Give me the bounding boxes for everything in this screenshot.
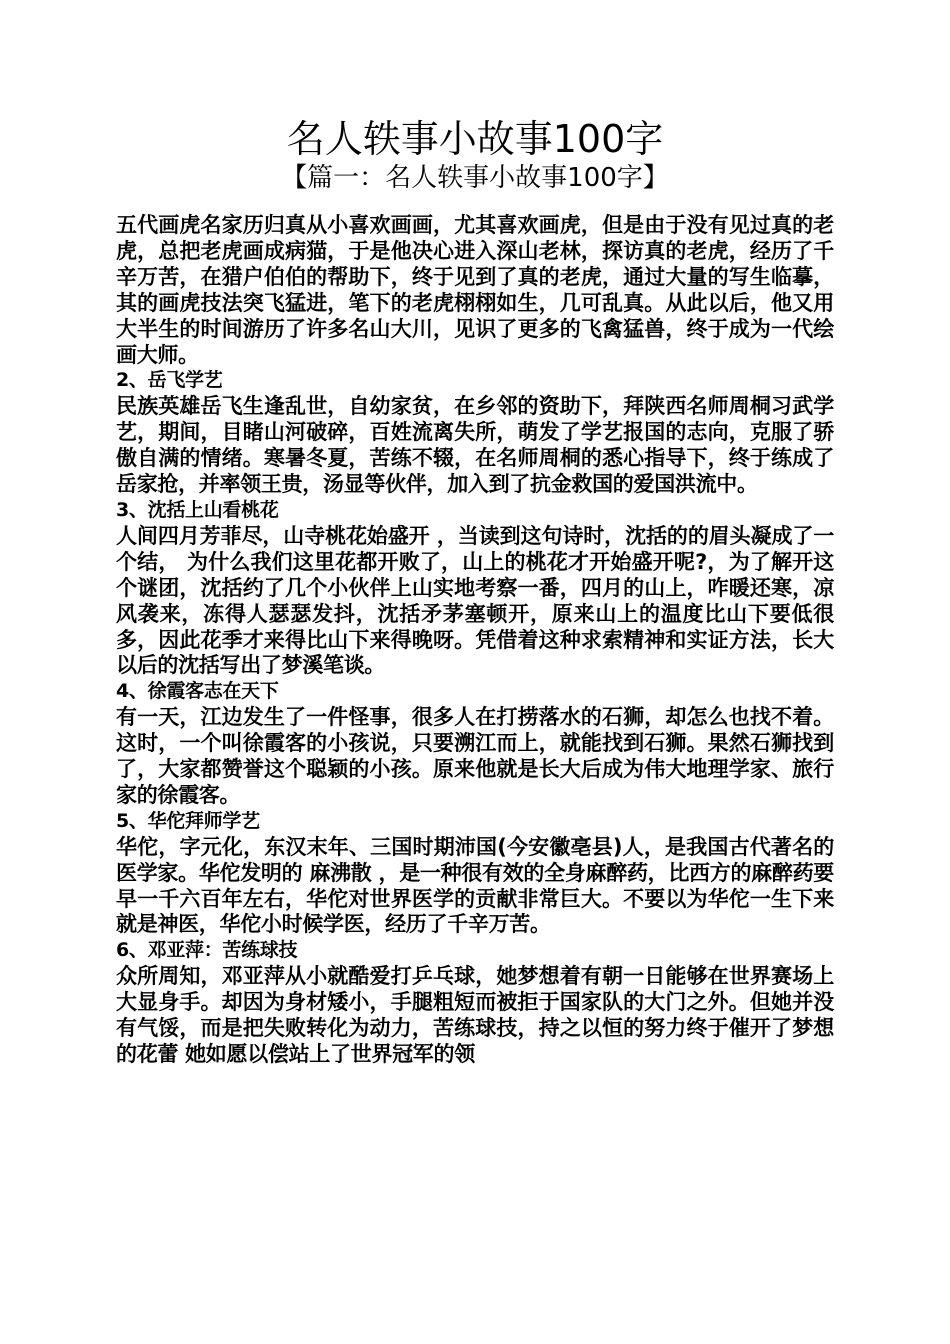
section-body: 人间四月芳菲尽，山寺桃花始盛开 ，当读到这句诗时，沈括的的眉头凝成了一个结， 为什么我们这里花都开败了，山上的桃花才开始盛开呢?，为了解开这个谜团，沈括约了几个小伙伴上山实地考察一番，四月的山上，咋暖还寒，凉风袭来，冻得人瑟瑟发抖，沈括矛茅塞顿开，原来山上的温度比山下要低很多，因此花季才来得比山下来得晚呀。凭借着这种求索精神和实证方法，长大以后的沈括写出了梦溪笔谈。 (116, 523, 834, 678)
section-heading: 5、华佗拜师学艺 (116, 809, 260, 832)
document-subtitle: 【篇一：名人轶事小故事100字】 (281, 163, 669, 193)
section-heading: 3、沈括上山看桃花 (116, 498, 279, 521)
section-body: 民族英雄岳飞生逢乱世，自幼家贫，在乡邻的资助下，拜陕西名师周桐习武学艺，期间，目睹山河破碎，百姓流离失所，萌发了学艺报国的志向，克服了骄傲自满的情绪。寒暑冬夏，苦练不辍，在名师周桐的悉心指导下，终于练成了岳家抢，并率领王贵，汤显等伙伴，加入到了抗金救国的爱国洪流中。 (116, 394, 834, 497)
section-heading: 2、岳飞学艺 (116, 369, 223, 392)
section-heading: 6、邓亚萍：苦练球技 (116, 939, 298, 962)
section-heading: 4、徐霞客志在天下 (116, 680, 279, 703)
section-body: 有一天，江边发生了一件怪事，很多人在打捞落水的石狮，却怎么也找不着。这时，一个叫徐霞客的小孩说，只要溯江而上，就能找到石狮。果然石狮找到了，大家都赞誉这个聪颖的小孩。原来他就是长大后成为伟大地理学家、旅行家的徐霞客。 (116, 705, 834, 807)
intro-paragraph: 五代画虎名家历归真从小喜欢画画，尤其喜欢画虎，但是由于没有见过真的老虎，总把老虎画成病猫，于是他决心进入深山老林，探访真的老虎，经历了千辛万苦，在猎户伯伯的帮助下，终于见到了真的老虎，通过大量的写生临摹，其的画虎技法突飞猛进，笔下的老虎栩栩如生，几可乱真。从此以后，他又用大半生的时间游历了许多名山大川，见识了更多的飞禽猛兽，终于成为一代绘画大师。 (116, 213, 834, 367)
document-title: 名人轶事小故事100字 (286, 117, 664, 161)
document-body (116, 213, 834, 1068)
section-body: 众所周知，邓亚萍从小就酷爱打乒乓球，她梦想着有朝一日能够在世界赛场上大显身手。却因为身材矮小，手腿粗短而被拒于国家队的大门之外。但她并没有气馁，而是把失败转化为动力，苦练球技，持之以恒的努力终于催开了梦想的花蕾 她如愿以偿站上了世界冠军的领 (116, 964, 834, 1066)
section-body: 华佗，字元化，东汉末年、三国时期沛国(今安徽亳县)人，是我国古代著名的医学家。华佗发明的 麻沸散 ，是一种很有效的全身麻醉药，比西方的麻醉药要早一千六百年左右，华佗对世界医学的贡献非常巨大。不要以为华佗一生下来就是神医，华佗小时候学医，经历了千辛万苦。 (116, 834, 834, 937)
